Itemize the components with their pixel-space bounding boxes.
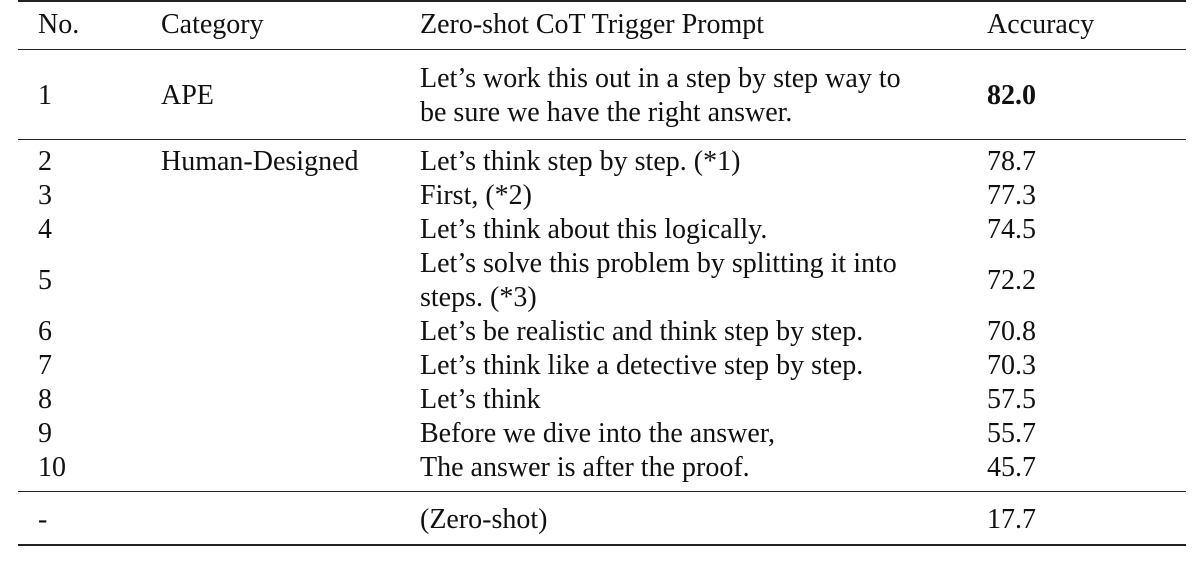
row-3-accuracy: 77.3 bbox=[987, 180, 1036, 211]
row-10-accuracy: 45.7 bbox=[987, 452, 1036, 483]
ape-section-rule bbox=[18, 139, 1186, 140]
row-5-prompt-line2: steps. (*3) bbox=[420, 282, 537, 313]
ape-row-no: 1 bbox=[38, 80, 52, 111]
row-8-prompt: Let’s think bbox=[420, 384, 541, 415]
row-4-prompt: Let’s think about this logically. bbox=[420, 214, 768, 245]
row-5-prompt-line1: Let’s solve this problem by splitting it into bbox=[420, 248, 897, 279]
header-accuracy: Accuracy bbox=[987, 9, 1095, 40]
row-5-accuracy: 72.2 bbox=[987, 265, 1036, 296]
baseline-row-prompt: (Zero-shot) bbox=[420, 504, 548, 535]
header-category: Category bbox=[161, 9, 264, 40]
ape-row-accuracy: 82.0 bbox=[987, 80, 1036, 111]
row-7-no: 7 bbox=[38, 350, 52, 381]
row-2-category: Human-Designed bbox=[161, 146, 359, 177]
row-6-accuracy: 70.8 bbox=[987, 316, 1036, 347]
header-prompt: Zero-shot CoT Trigger Prompt bbox=[420, 9, 765, 40]
row-9-prompt: Before we dive into the answer, bbox=[420, 418, 775, 449]
row-2-prompt: Let’s think step by step. (*1) bbox=[420, 146, 741, 177]
row-2-no: 2 bbox=[38, 146, 52, 177]
row-8-no: 8 bbox=[38, 384, 52, 415]
row-8-accuracy: 57.5 bbox=[987, 384, 1036, 415]
row-3-prompt: First, (*2) bbox=[420, 180, 532, 211]
row-10-no: 10 bbox=[38, 452, 66, 483]
human-section-rule bbox=[18, 491, 1186, 492]
row-7-accuracy: 70.3 bbox=[987, 350, 1036, 381]
baseline-row-no: - bbox=[38, 504, 48, 535]
row-9-no: 9 bbox=[38, 418, 52, 449]
row-5-no: 5 bbox=[38, 265, 52, 296]
table-top-rule bbox=[18, 0, 1186, 2]
row-6-no: 6 bbox=[38, 316, 52, 347]
row-10-prompt: The answer is after the proof. bbox=[420, 452, 750, 483]
ape-row-category: APE bbox=[161, 80, 214, 111]
row-2-accuracy: 78.7 bbox=[987, 146, 1036, 177]
ape-row-prompt-line2: be sure we have the right answer. bbox=[420, 97, 793, 128]
ape-row-prompt-line1: Let’s work this out in a step by step way to bbox=[420, 63, 901, 94]
row-7-prompt: Let’s think like a detective step by step. bbox=[420, 350, 864, 381]
header-rule bbox=[18, 49, 1186, 50]
row-6-prompt: Let’s be realistic and think step by step. bbox=[420, 316, 864, 347]
row-4-no: 4 bbox=[38, 214, 52, 245]
table-bottom-rule bbox=[18, 544, 1186, 546]
row-9-accuracy: 55.7 bbox=[987, 418, 1036, 449]
baseline-row-accuracy: 17.7 bbox=[987, 504, 1036, 535]
row-4-accuracy: 74.5 bbox=[987, 214, 1036, 245]
row-3-no: 3 bbox=[38, 180, 52, 211]
results-table bbox=[18, 0, 1186, 562]
header-no: No. bbox=[38, 9, 80, 40]
